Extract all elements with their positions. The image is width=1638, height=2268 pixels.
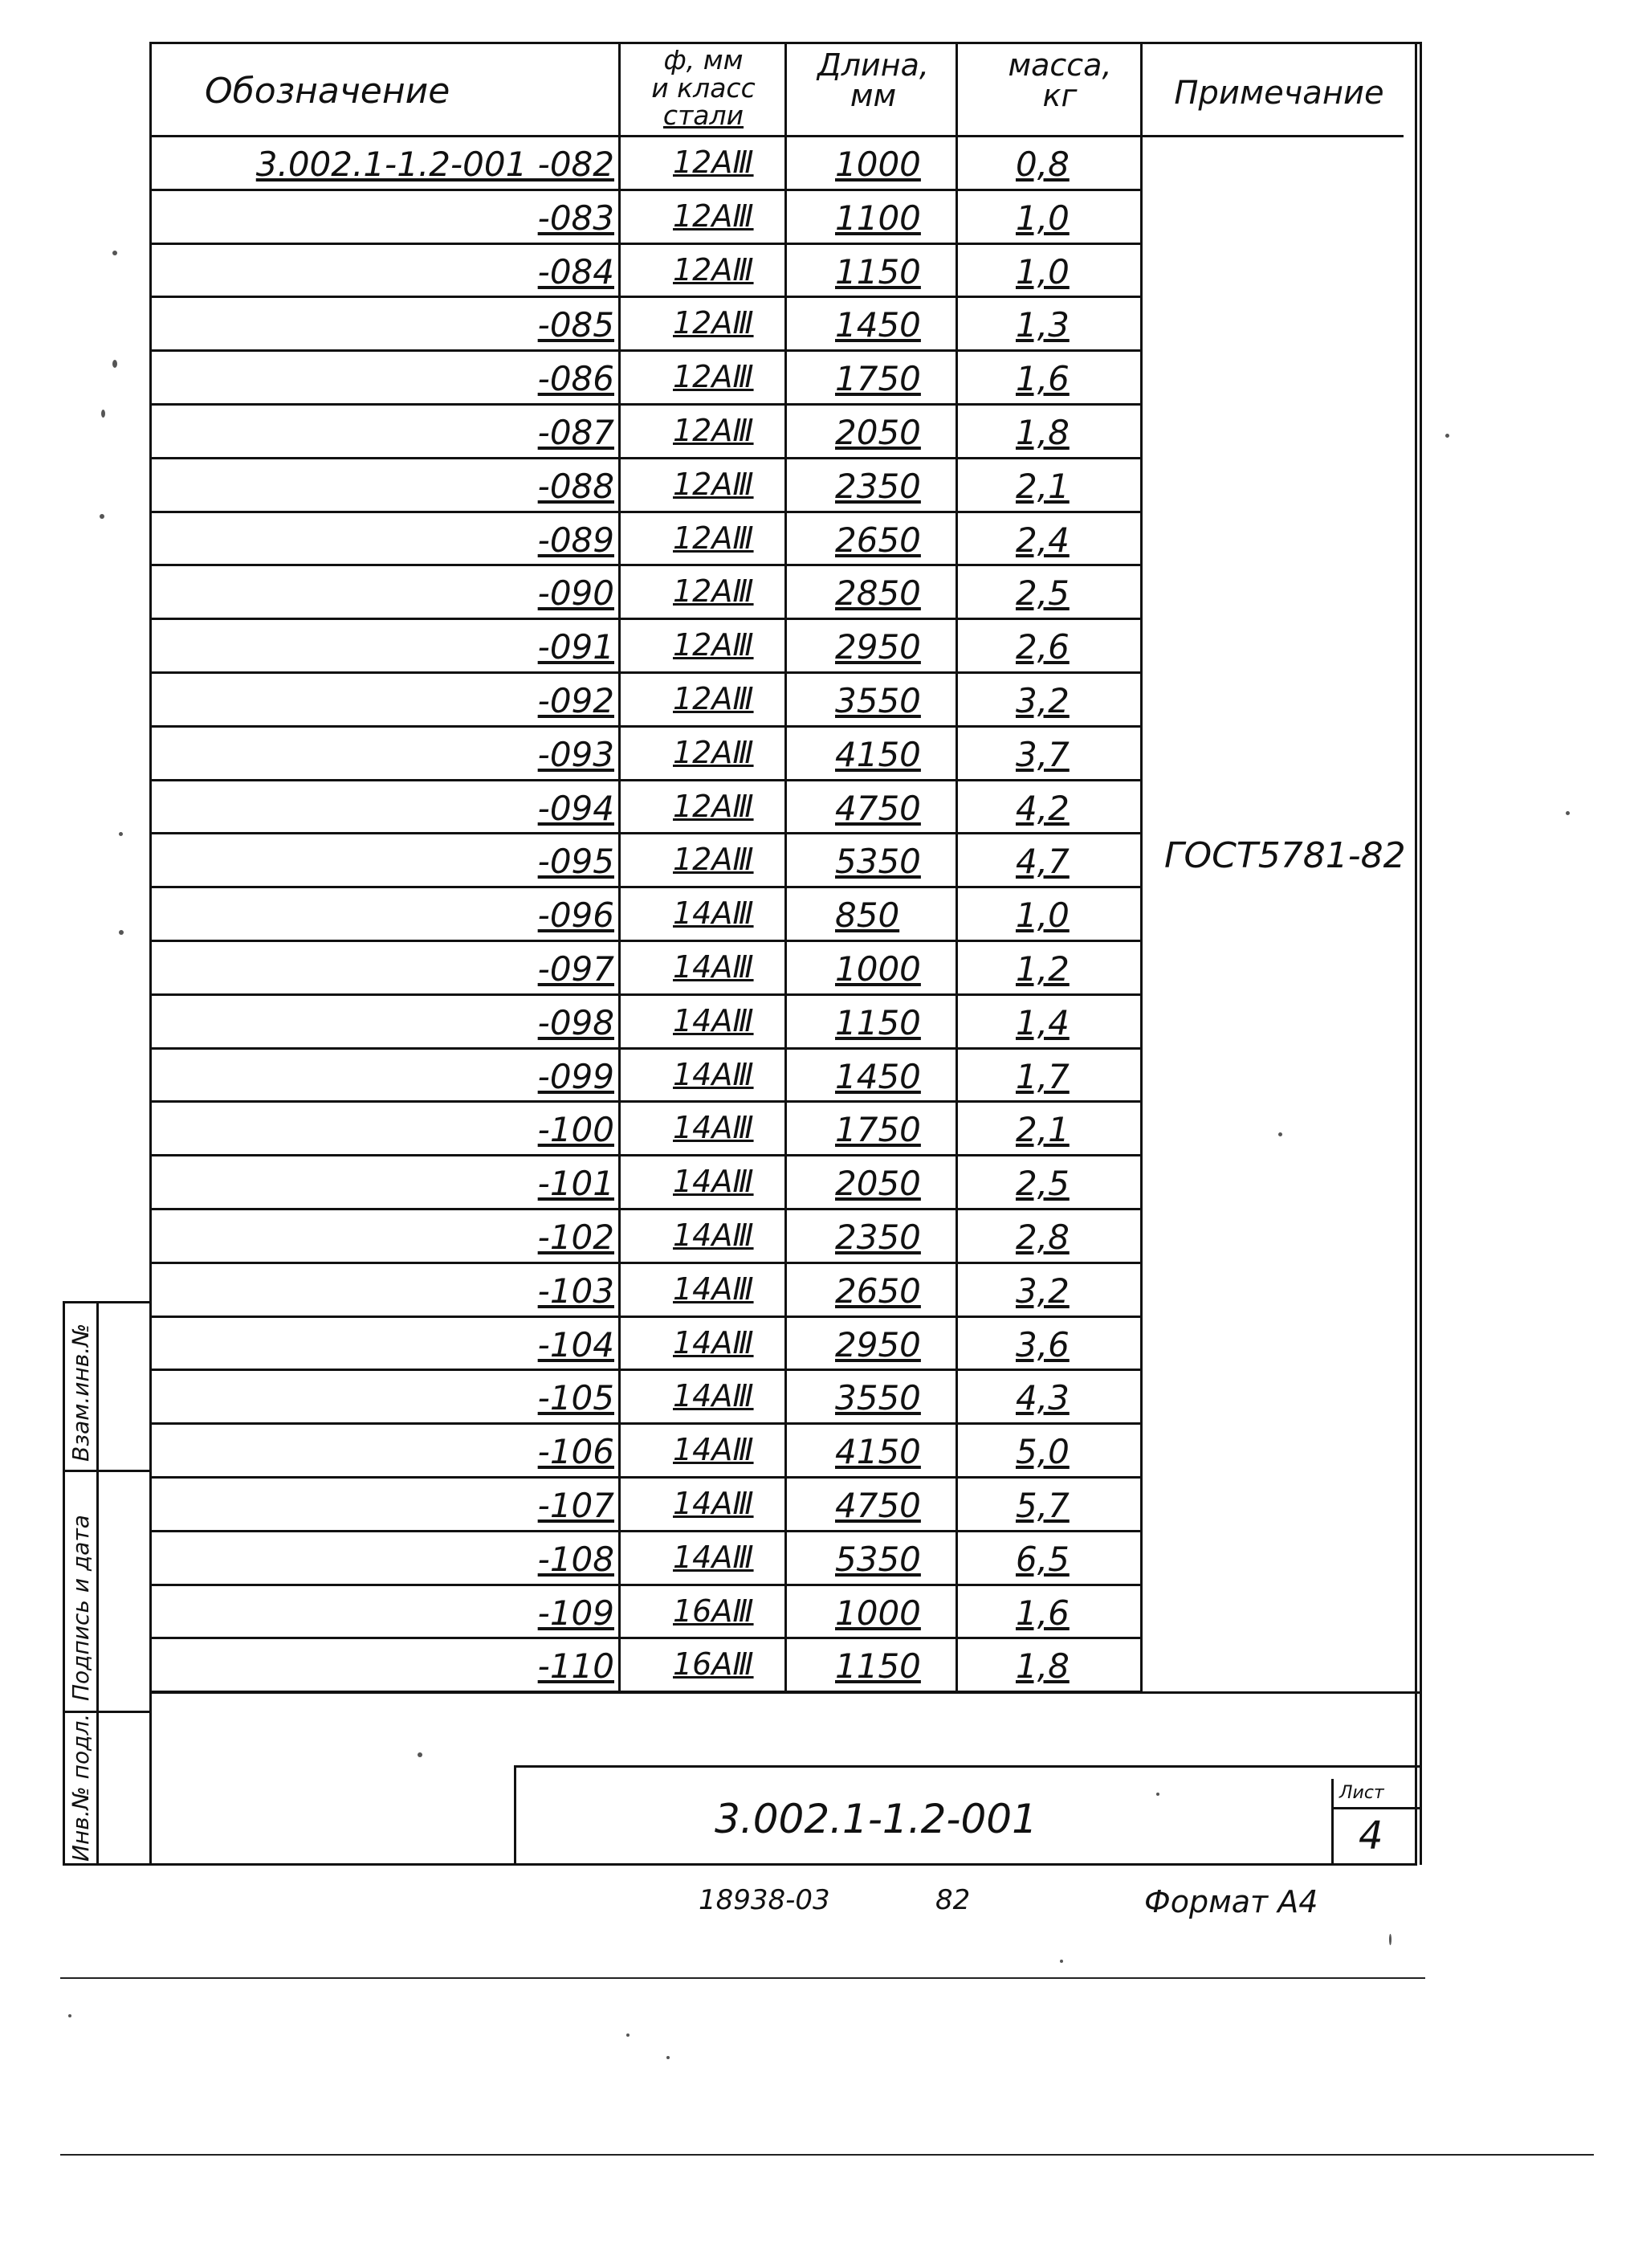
scan-speck [1278, 1132, 1282, 1136]
row-designation: -095 [537, 842, 614, 882]
row-mass: 3,7 [1016, 734, 1070, 774]
row-length: 2650 [835, 1271, 921, 1311]
row-designation: -086 [537, 359, 614, 399]
row-mass: 1,0 [1016, 251, 1070, 292]
row-designation: -100 [537, 1110, 614, 1150]
header-diameter-class [625, 44, 782, 132]
row-steel: 14АⅢ [673, 949, 754, 985]
row-designation: -087 [537, 413, 614, 452]
titleblock-doc-number: 3.002.1-1.2-001 [715, 1796, 1037, 1842]
col-sep-designation [618, 42, 621, 1691]
titleblock-left-line [514, 1765, 516, 1866]
frame-right-line [1415, 42, 1417, 1865]
row-steel: 12АⅢ [673, 627, 754, 663]
col-sep-length [956, 42, 958, 1691]
row-steel: 14АⅢ [673, 1378, 754, 1414]
row-length: 1000 [835, 1593, 921, 1633]
header-mass-line1: масса, [1008, 47, 1112, 83]
row-divider [151, 1154, 1140, 1156]
row-designation: -101 [537, 1164, 614, 1204]
row-steel: 14АⅢ [673, 1218, 754, 1253]
row-divider [151, 886, 1140, 888]
frame-left-line [149, 42, 152, 1865]
scan-speck [626, 2033, 630, 2037]
row-divider [151, 1047, 1140, 1050]
row-steel: 14АⅢ [673, 1056, 754, 1092]
row-mass: 6,5 [1016, 1539, 1070, 1579]
row-mass: 1,2 [1016, 949, 1070, 989]
row-mass: 1,3 [1016, 305, 1070, 345]
row-steel: 12АⅢ [673, 251, 754, 288]
row-mass: 3,2 [1016, 1271, 1070, 1311]
row-steel: 12АⅢ [673, 466, 754, 502]
scan-speck [1389, 1934, 1391, 1945]
row-steel: 14АⅢ [673, 1164, 754, 1200]
row-length: 3550 [835, 1378, 921, 1418]
row-mass: 2,1 [1016, 466, 1070, 506]
row-mass: 1,6 [1016, 359, 1070, 399]
row-mass: 4,2 [1016, 788, 1070, 828]
row-designation: -084 [537, 251, 614, 292]
row-mass: 2,5 [1016, 1164, 1070, 1204]
header-diameter-line2: и класс [651, 71, 756, 104]
row-divider [151, 779, 1140, 781]
row-designation: -105 [537, 1378, 614, 1418]
scan-line-1 [60, 1977, 1425, 1979]
row-divider [151, 243, 1140, 245]
row-divider [151, 1476, 1140, 1479]
stamp-vzam-inv: Взам.инв.№ [67, 1323, 94, 1462]
row-steel: 12АⅢ [673, 681, 754, 716]
row-designation: -102 [537, 1218, 614, 1257]
stamp-left-line [63, 1301, 65, 1865]
row-length: 2650 [835, 520, 921, 560]
sheet-label: Лист [1339, 1783, 1384, 1803]
scan-speck [68, 2014, 71, 2017]
sheet-number: 4 [1359, 1813, 1383, 1858]
stamp-inv-podl: Инв.№ подл. [67, 1713, 94, 1862]
row-steel: 12АⅢ [673, 520, 754, 556]
row-length: 5350 [835, 842, 921, 882]
row-steel: 14АⅢ [673, 1110, 754, 1146]
row-steel: 16АⅢ [673, 1593, 754, 1629]
row-steel: 14АⅢ [673, 1432, 754, 1468]
row-length: 4150 [835, 1432, 921, 1472]
row-designation: -106 [537, 1432, 614, 1472]
row-length: 4150 [835, 734, 921, 774]
row-length: 2950 [835, 627, 921, 667]
row-divider [151, 1208, 1140, 1210]
row-divider [151, 1369, 1140, 1371]
row-divider [151, 349, 1140, 352]
row-steel: 12АⅢ [673, 788, 754, 824]
scan-speck [666, 2056, 670, 2059]
row-length: 2350 [835, 1218, 921, 1257]
row-steel: 14АⅢ [673, 1324, 754, 1360]
row-length: 2350 [835, 466, 921, 506]
row-mass: 3,6 [1016, 1324, 1070, 1364]
row-designation: -108 [537, 1539, 614, 1579]
row-mass: 1,0 [1016, 198, 1070, 238]
row-divider [151, 618, 1140, 620]
row-divider [151, 189, 1140, 191]
header-designation: Обозначение [205, 71, 450, 112]
row-mass: 1,4 [1016, 1002, 1070, 1042]
row-mass: 4,3 [1016, 1378, 1070, 1418]
stamp-sep2 [63, 1711, 151, 1713]
scan-speck [100, 514, 104, 519]
row-steel: 14АⅢ [673, 1539, 754, 1575]
row-steel: 14АⅢ [673, 895, 754, 932]
row-length: 3550 [835, 681, 921, 720]
scan-speck [1060, 1960, 1063, 1963]
scan-speck [112, 251, 117, 255]
header-diameter-line3: стали [662, 100, 744, 132]
row-mass: 2,4 [1016, 520, 1070, 560]
row-designation: -085 [537, 305, 614, 345]
footer-format: Формат А4 [1144, 1884, 1318, 1919]
scan-speck [112, 360, 117, 368]
row-length: 1100 [835, 198, 921, 238]
row-divider [151, 457, 1140, 459]
row-steel: 12АⅢ [673, 734, 754, 770]
row-length: 1750 [835, 1110, 921, 1150]
footer-archive-number: 18938-03 [699, 1884, 830, 1916]
row-divider [151, 1100, 1140, 1103]
scan-speck [101, 410, 105, 418]
row-designation: -104 [537, 1324, 614, 1364]
scan-speck [119, 930, 124, 935]
row-mass: 5,7 [1016, 1486, 1070, 1525]
row-mass: 1,6 [1016, 1593, 1070, 1633]
row-designation: 3.002.1-1.2-001 -082 [255, 145, 614, 184]
row-divider [151, 940, 1140, 942]
row-length: 1000 [835, 145, 921, 184]
row-mass: 2,5 [1016, 573, 1070, 614]
footer-page-code: 82 [935, 1884, 971, 1916]
row-mass: 5,0 [1016, 1432, 1070, 1472]
sheet-cell-left-line [1331, 1779, 1334, 1865]
row-steel: 12АⅢ [673, 305, 754, 341]
stamp-mid-line [96, 1301, 99, 1865]
row-designation: -094 [537, 788, 614, 828]
row-designation: -090 [537, 573, 614, 614]
row-length: 1150 [835, 1646, 921, 1687]
header-length-line2: мм [850, 78, 897, 113]
row-designation: -107 [537, 1486, 614, 1525]
row-divider [151, 725, 1140, 728]
header-mass-line2: кг [1042, 78, 1078, 113]
header-note: Примечание [1174, 75, 1384, 112]
row-divider [151, 1262, 1140, 1264]
row-length: 850 [835, 895, 900, 936]
scan-speck [1156, 1793, 1159, 1796]
header-length [795, 47, 951, 113]
row-divider [151, 1422, 1140, 1425]
stamp-sign-date: Подпись и дата [67, 1515, 94, 1701]
row-length: 4750 [835, 1486, 921, 1525]
row-designation: -092 [537, 681, 614, 720]
header-length-line1: Длина, [817, 47, 929, 83]
row-length: 2050 [835, 1164, 921, 1204]
row-designation: -091 [537, 627, 614, 667]
row-designation: -088 [537, 466, 614, 506]
row-mass: 0,8 [1016, 145, 1070, 184]
row-designation: -103 [537, 1271, 614, 1311]
row-divider [151, 564, 1140, 566]
row-divider [151, 1530, 1140, 1532]
scan-speck [1566, 811, 1570, 815]
row-steel: 12АⅢ [673, 198, 754, 234]
scan-speck [1445, 434, 1449, 438]
row-steel: 12АⅢ [673, 842, 754, 878]
row-length: 1000 [835, 949, 921, 989]
header-bottom-line [151, 135, 1404, 137]
row-length: 1450 [835, 305, 921, 345]
row-mass: 1,8 [1016, 1646, 1070, 1687]
header-mass [984, 47, 1136, 113]
row-steel: 16АⅢ [673, 1646, 754, 1683]
row-designation: -110 [537, 1646, 614, 1687]
header-diameter-line1: ф, мм [663, 44, 744, 75]
row-designation: -109 [537, 1593, 614, 1633]
col-sep-mass [1140, 42, 1143, 1691]
row-designation: -097 [537, 949, 614, 989]
scan-line-2 [60, 2154, 1594, 2156]
row-divider [151, 511, 1140, 513]
row-divider [151, 1316, 1140, 1318]
row-steel: 12АⅢ [673, 145, 754, 180]
row-steel: 14АⅢ [673, 1002, 754, 1038]
scan-speck [119, 832, 123, 836]
table-bottom-line [151, 1691, 1420, 1694]
row-designation: -099 [537, 1056, 614, 1096]
row-steel: 12АⅢ [673, 573, 754, 610]
row-designation: -089 [537, 520, 614, 560]
row-length: 1450 [835, 1056, 921, 1096]
row-mass: 3,2 [1016, 681, 1070, 720]
row-length: 2850 [835, 573, 921, 614]
stamp-top-line [63, 1301, 151, 1303]
row-divider [151, 296, 1140, 298]
row-mass: 4,7 [1016, 842, 1070, 882]
row-mass: 1,8 [1016, 413, 1070, 452]
row-divider [151, 671, 1140, 674]
row-length: 1750 [835, 359, 921, 399]
row-designation: -093 [537, 734, 614, 774]
row-divider [151, 832, 1140, 834]
row-length: 2950 [835, 1324, 921, 1364]
col-sep-steel [784, 42, 787, 1691]
row-divider [151, 1584, 1140, 1586]
row-steel: 12АⅢ [673, 359, 754, 395]
row-length: 5350 [835, 1539, 921, 1579]
row-mass: 1,7 [1016, 1056, 1070, 1096]
row-mass: 2,8 [1016, 1218, 1070, 1257]
row-length: 1150 [835, 251, 921, 292]
row-mass: 2,6 [1016, 627, 1070, 667]
sheet-cell-mid-line [1331, 1807, 1420, 1809]
row-divider [151, 403, 1140, 406]
row-mass: 1,0 [1016, 895, 1070, 936]
titleblock-top-line [514, 1765, 1420, 1768]
stamp-sep1 [63, 1470, 151, 1472]
row-designation: -096 [537, 895, 614, 936]
row-divider [151, 1637, 1140, 1639]
row-steel: 14АⅢ [673, 1486, 754, 1521]
row-length: 2050 [835, 413, 921, 452]
row-steel: 12АⅢ [673, 413, 754, 448]
row-length: 1150 [835, 1002, 921, 1042]
scan-speck [418, 1752, 422, 1757]
row-steel: 14АⅢ [673, 1271, 754, 1307]
row-designation: -098 [537, 1002, 614, 1042]
frame-bottom-line [63, 1863, 1417, 1866]
note-gost: ГОСТ5781-82 [1164, 835, 1406, 876]
row-mass: 2,1 [1016, 1110, 1070, 1150]
row-divider [151, 993, 1140, 996]
row-designation: -083 [537, 198, 614, 238]
row-length: 4750 [835, 788, 921, 828]
frame-right-outer-line [1420, 42, 1422, 1865]
